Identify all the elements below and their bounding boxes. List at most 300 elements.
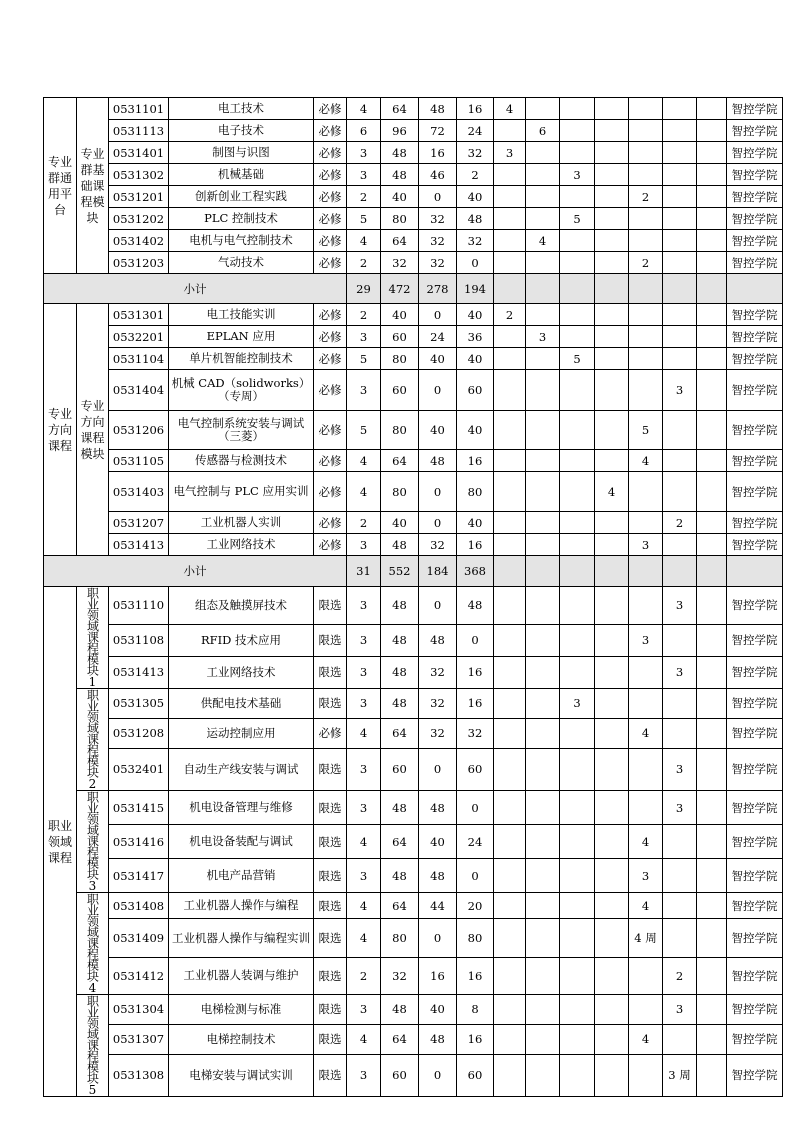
department-cell: 智控学院 bbox=[727, 1054, 783, 1096]
semester-5-cell bbox=[629, 689, 663, 719]
department-cell: 智控学院 bbox=[727, 370, 783, 411]
semester-1-cell bbox=[494, 859, 526, 893]
semester-2-cell bbox=[526, 348, 560, 370]
semester-2-cell bbox=[526, 142, 560, 164]
semester-7-cell bbox=[697, 472, 727, 512]
course-code-cell: 0531404 bbox=[109, 370, 169, 411]
course-code-cell: 0531412 bbox=[109, 957, 169, 994]
course-type-cell: 限选 bbox=[314, 587, 347, 625]
semester-1-cell bbox=[494, 472, 526, 512]
semester-2-cell bbox=[526, 472, 560, 512]
course-code-cell: 0531413 bbox=[109, 534, 169, 556]
semester-5-cell: 4 bbox=[629, 825, 663, 859]
semester-1-cell bbox=[494, 120, 526, 142]
total-hours-cell: 48 bbox=[381, 624, 419, 656]
semester-5-cell: 4 bbox=[629, 1024, 663, 1054]
theory-hours-cell: 40 bbox=[419, 411, 457, 450]
credit-cell: 5 bbox=[347, 348, 381, 370]
course-type-cell: 必修 bbox=[314, 186, 347, 208]
total-hours-cell: 64 bbox=[381, 450, 419, 472]
semester-4-cell bbox=[595, 450, 629, 472]
theory-hours-cell: 32 bbox=[419, 208, 457, 230]
total-hours-cell: 40 bbox=[381, 186, 419, 208]
practice-hours-cell: 16 bbox=[457, 98, 494, 120]
credit-cell: 5 bbox=[347, 411, 381, 450]
course-type-cell: 必修 bbox=[314, 718, 347, 748]
theory-hours-cell: 44 bbox=[419, 893, 457, 919]
module-label: 专业方向课程模块 bbox=[77, 304, 109, 556]
subtotal-row bbox=[44, 274, 783, 304]
course-type-cell: 必修 bbox=[314, 252, 347, 274]
subtotal-empty-cell bbox=[494, 274, 526, 304]
semester-6-cell: 2 bbox=[663, 957, 697, 994]
course-code-cell: 0531402 bbox=[109, 230, 169, 252]
semester-5-cell: 4 bbox=[629, 893, 663, 919]
course-code-cell: 0532201 bbox=[109, 326, 169, 348]
semester-2-cell: 3 bbox=[526, 326, 560, 348]
department-cell: 智控学院 bbox=[727, 995, 783, 1025]
semester-7-cell bbox=[697, 120, 727, 142]
semester-7-cell bbox=[697, 689, 727, 719]
semester-3-cell: 3 bbox=[560, 689, 595, 719]
subtotal-empty-cell bbox=[595, 556, 629, 587]
department-cell: 智控学院 bbox=[727, 587, 783, 625]
department-cell: 智控学院 bbox=[727, 718, 783, 748]
subtotal-empty-cell bbox=[629, 274, 663, 304]
practice-hours-cell: 24 bbox=[457, 120, 494, 142]
semester-3-cell bbox=[560, 919, 595, 957]
course-name-cell: 电梯安装与调试实训 bbox=[169, 1054, 314, 1096]
department-cell: 智控学院 bbox=[727, 791, 783, 825]
total-hours-cell: 80 bbox=[381, 208, 419, 230]
credit-cell: 5 bbox=[347, 208, 381, 230]
course-code-cell: 0531301 bbox=[109, 304, 169, 326]
subtotal-row bbox=[44, 556, 783, 587]
department-cell: 智控学院 bbox=[727, 512, 783, 534]
subtotal-credit: 29 bbox=[347, 274, 381, 304]
semester-1-cell bbox=[494, 791, 526, 825]
semester-1-cell bbox=[494, 656, 526, 688]
semester-5-cell bbox=[629, 748, 663, 790]
department-cell: 智控学院 bbox=[727, 748, 783, 790]
theory-hours-cell: 0 bbox=[419, 304, 457, 326]
course-code-cell: 0531108 bbox=[109, 624, 169, 656]
course-type-cell: 必修 bbox=[314, 411, 347, 450]
subtotal-empty-cell bbox=[526, 274, 560, 304]
subtotal-label: 小计 bbox=[44, 556, 347, 587]
semester-3-cell bbox=[560, 587, 595, 625]
course-name-cell: PLC 控制技术 bbox=[169, 208, 314, 230]
course-type-cell: 限选 bbox=[314, 656, 347, 688]
total-hours-cell: 96 bbox=[381, 120, 419, 142]
course-code-cell: 0531413 bbox=[109, 656, 169, 688]
semester-6-cell bbox=[663, 859, 697, 893]
semester-7-cell bbox=[697, 1024, 727, 1054]
credit-cell: 3 bbox=[347, 164, 381, 186]
subtotal-theory: 278 bbox=[419, 274, 457, 304]
course-name-cell: 电机与电气控制技术 bbox=[169, 230, 314, 252]
semester-6-cell bbox=[663, 120, 697, 142]
semester-2-cell bbox=[526, 411, 560, 450]
semester-6-cell bbox=[663, 142, 697, 164]
semester-6-cell: 3 bbox=[663, 370, 697, 411]
practice-hours-cell: 2 bbox=[457, 164, 494, 186]
total-hours-cell: 80 bbox=[381, 348, 419, 370]
credit-cell: 4 bbox=[347, 230, 381, 252]
department-cell: 智控学院 bbox=[727, 825, 783, 859]
semester-3-cell bbox=[560, 1054, 595, 1096]
semester-2-cell bbox=[526, 252, 560, 274]
course-type-cell: 限选 bbox=[314, 995, 347, 1025]
theory-hours-cell: 0 bbox=[419, 512, 457, 534]
practice-hours-cell: 0 bbox=[457, 252, 494, 274]
total-hours-cell: 40 bbox=[381, 304, 419, 326]
course-code-cell: 0531202 bbox=[109, 208, 169, 230]
semester-4-cell bbox=[595, 304, 629, 326]
department-cell: 智控学院 bbox=[727, 919, 783, 957]
department-cell: 智控学院 bbox=[727, 304, 783, 326]
semester-7-cell bbox=[697, 98, 727, 120]
semester-6-cell bbox=[663, 534, 697, 556]
course-code-cell: 0531208 bbox=[109, 718, 169, 748]
theory-hours-cell: 32 bbox=[419, 689, 457, 719]
semester-4-cell bbox=[595, 252, 629, 274]
semester-7-cell bbox=[697, 370, 727, 411]
semester-5-cell bbox=[629, 587, 663, 625]
semester-4-cell bbox=[595, 825, 629, 859]
semester-6-cell bbox=[663, 689, 697, 719]
department-cell: 智控学院 bbox=[727, 208, 783, 230]
practice-hours-cell: 20 bbox=[457, 893, 494, 919]
semester-1-cell bbox=[494, 624, 526, 656]
semester-1-cell bbox=[494, 893, 526, 919]
semester-6-cell bbox=[663, 348, 697, 370]
semester-2-cell bbox=[526, 534, 560, 556]
subtotal-label: 小计 bbox=[44, 274, 347, 304]
credit-cell: 3 bbox=[347, 791, 381, 825]
semester-3-cell bbox=[560, 512, 595, 534]
credit-cell: 2 bbox=[347, 186, 381, 208]
credit-cell: 2 bbox=[347, 304, 381, 326]
practice-hours-cell: 32 bbox=[457, 142, 494, 164]
group-label: 专业群通用平台 bbox=[44, 98, 77, 274]
subtotal-practice: 368 bbox=[457, 556, 494, 587]
course-type-cell: 限选 bbox=[314, 791, 347, 825]
credit-cell: 4 bbox=[347, 1024, 381, 1054]
semester-7-cell bbox=[697, 186, 727, 208]
semester-1-cell bbox=[494, 1024, 526, 1054]
practice-hours-cell: 0 bbox=[457, 859, 494, 893]
practice-hours-cell: 16 bbox=[457, 656, 494, 688]
table-row bbox=[44, 748, 783, 790]
semester-1-cell bbox=[494, 534, 526, 556]
credit-cell: 4 bbox=[347, 98, 381, 120]
semester-3-cell bbox=[560, 370, 595, 411]
semester-3-cell bbox=[560, 1024, 595, 1054]
theory-hours-cell: 16 bbox=[419, 957, 457, 994]
semester-2-cell: 4 bbox=[526, 230, 560, 252]
semester-5-cell: 4 bbox=[629, 718, 663, 748]
table-row bbox=[44, 534, 783, 556]
semester-6-cell bbox=[663, 164, 697, 186]
semester-6-cell: 3 bbox=[663, 656, 697, 688]
semester-2-cell bbox=[526, 370, 560, 411]
credit-cell: 2 bbox=[347, 512, 381, 534]
course-type-cell: 限选 bbox=[314, 748, 347, 790]
total-hours-cell: 48 bbox=[381, 995, 419, 1025]
semester-2-cell bbox=[526, 748, 560, 790]
semester-7-cell bbox=[697, 164, 727, 186]
total-hours-cell: 64 bbox=[381, 98, 419, 120]
course-name-cell: 工业机器人操作与编程实训 bbox=[169, 919, 314, 957]
course-type-cell: 限选 bbox=[314, 893, 347, 919]
credit-cell: 3 bbox=[347, 656, 381, 688]
department-cell: 智控学院 bbox=[727, 1024, 783, 1054]
semester-3-cell bbox=[560, 304, 595, 326]
course-code-cell: 0531110 bbox=[109, 587, 169, 625]
theory-hours-cell: 48 bbox=[419, 791, 457, 825]
semester-4-cell bbox=[595, 859, 629, 893]
table-row bbox=[44, 893, 783, 919]
course-name-cell: 运动控制应用 bbox=[169, 718, 314, 748]
semester-2-cell bbox=[526, 624, 560, 656]
total-hours-cell: 48 bbox=[381, 859, 419, 893]
subtotal-empty-cell bbox=[595, 274, 629, 304]
semester-7-cell bbox=[697, 230, 727, 252]
subtotal-empty-cell bbox=[494, 556, 526, 587]
semester-2-cell bbox=[526, 450, 560, 472]
course-code-cell: 0531201 bbox=[109, 186, 169, 208]
table-row bbox=[44, 919, 783, 957]
semester-4-cell bbox=[595, 411, 629, 450]
theory-hours-cell: 32 bbox=[419, 718, 457, 748]
semester-7-cell bbox=[697, 748, 727, 790]
course-name-cell: 组态及触摸屏技术 bbox=[169, 587, 314, 625]
semester-2-cell bbox=[526, 656, 560, 688]
theory-hours-cell: 40 bbox=[419, 348, 457, 370]
semester-2-cell bbox=[526, 98, 560, 120]
theory-hours-cell: 48 bbox=[419, 859, 457, 893]
semester-1-cell bbox=[494, 411, 526, 450]
semester-6-cell bbox=[663, 98, 697, 120]
semester-5-cell bbox=[629, 164, 663, 186]
theory-hours-cell: 40 bbox=[419, 995, 457, 1025]
course-code-cell: 0531409 bbox=[109, 919, 169, 957]
total-hours-cell: 40 bbox=[381, 512, 419, 534]
semester-5-cell: 4 bbox=[629, 450, 663, 472]
semester-6-cell bbox=[663, 230, 697, 252]
subtotal-empty-cell bbox=[560, 274, 595, 304]
semester-3-cell bbox=[560, 748, 595, 790]
semester-7-cell bbox=[697, 252, 727, 274]
course-name-cell: EPLAN 应用 bbox=[169, 326, 314, 348]
theory-hours-cell: 0 bbox=[419, 1054, 457, 1096]
total-hours-cell: 80 bbox=[381, 919, 419, 957]
course-type-cell: 必修 bbox=[314, 164, 347, 186]
semester-6-cell: 2 bbox=[663, 512, 697, 534]
course-type-cell: 限选 bbox=[314, 859, 347, 893]
course-code-cell: 0531113 bbox=[109, 120, 169, 142]
group-label: 职业领域课程 bbox=[44, 587, 77, 1097]
course-name-cell: 电梯检测与标准 bbox=[169, 995, 314, 1025]
total-hours-cell: 48 bbox=[381, 534, 419, 556]
course-name-cell: 自动生产线安装与调试 bbox=[169, 748, 314, 790]
subtotal-theory: 184 bbox=[419, 556, 457, 587]
course-name-cell: 电工技能实训 bbox=[169, 304, 314, 326]
semester-7-cell bbox=[697, 326, 727, 348]
semester-1-cell bbox=[494, 208, 526, 230]
semester-2-cell bbox=[526, 1054, 560, 1096]
semester-7-cell bbox=[697, 142, 727, 164]
course-type-cell: 必修 bbox=[314, 120, 347, 142]
course-type-cell: 必修 bbox=[314, 304, 347, 326]
table-row bbox=[44, 411, 783, 450]
practice-hours-cell: 16 bbox=[457, 1024, 494, 1054]
total-hours-cell: 64 bbox=[381, 1024, 419, 1054]
subtotal-empty-cell bbox=[560, 556, 595, 587]
practice-hours-cell: 80 bbox=[457, 919, 494, 957]
semester-3-cell bbox=[560, 450, 595, 472]
practice-hours-cell: 16 bbox=[457, 450, 494, 472]
credit-cell: 3 bbox=[347, 534, 381, 556]
course-name-cell: 电气控制系统安装与调试（三菱） bbox=[169, 411, 314, 450]
semester-3-cell bbox=[560, 624, 595, 656]
semester-7-cell bbox=[697, 919, 727, 957]
theory-hours-cell: 24 bbox=[419, 326, 457, 348]
course-type-cell: 必修 bbox=[314, 326, 347, 348]
table-row bbox=[44, 859, 783, 893]
semester-4-cell bbox=[595, 1054, 629, 1096]
credit-cell: 2 bbox=[347, 252, 381, 274]
theory-hours-cell: 32 bbox=[419, 230, 457, 252]
semester-3-cell bbox=[560, 656, 595, 688]
course-name-cell: 传感器与检测技术 bbox=[169, 450, 314, 472]
semester-4-cell bbox=[595, 718, 629, 748]
theory-hours-cell: 46 bbox=[419, 164, 457, 186]
course-code-cell: 0531403 bbox=[109, 472, 169, 512]
semester-3-cell bbox=[560, 252, 595, 274]
semester-3-cell: 5 bbox=[560, 208, 595, 230]
practice-hours-cell: 40 bbox=[457, 348, 494, 370]
credit-cell: 3 bbox=[347, 370, 381, 411]
credit-cell: 3 bbox=[347, 689, 381, 719]
theory-hours-cell: 32 bbox=[419, 534, 457, 556]
semester-6-cell bbox=[663, 919, 697, 957]
theory-hours-cell: 0 bbox=[419, 748, 457, 790]
semester-4-cell bbox=[595, 512, 629, 534]
semester-1-cell bbox=[494, 370, 526, 411]
semester-6-cell bbox=[663, 411, 697, 450]
theory-hours-cell: 16 bbox=[419, 142, 457, 164]
table-row bbox=[44, 512, 783, 534]
department-cell: 智控学院 bbox=[727, 164, 783, 186]
theory-hours-cell: 72 bbox=[419, 120, 457, 142]
course-name-cell: 供配电技术基础 bbox=[169, 689, 314, 719]
course-type-cell: 必修 bbox=[314, 208, 347, 230]
table-row bbox=[44, 208, 783, 230]
semester-5-cell bbox=[629, 370, 663, 411]
semester-6-cell bbox=[663, 893, 697, 919]
course-name-cell: 工业网络技术 bbox=[169, 656, 314, 688]
semester-5-cell bbox=[629, 98, 663, 120]
practice-hours-cell: 40 bbox=[457, 186, 494, 208]
semester-3-cell bbox=[560, 142, 595, 164]
semester-7-cell bbox=[697, 534, 727, 556]
credit-cell: 3 bbox=[347, 1054, 381, 1096]
semester-4-cell bbox=[595, 689, 629, 719]
course-type-cell: 限选 bbox=[314, 689, 347, 719]
table-body bbox=[44, 98, 783, 1097]
practice-hours-cell: 0 bbox=[457, 624, 494, 656]
semester-7-cell bbox=[697, 995, 727, 1025]
semester-4-cell bbox=[595, 348, 629, 370]
semester-5-cell: 3 bbox=[629, 534, 663, 556]
semester-2-cell bbox=[526, 859, 560, 893]
semester-6-cell bbox=[663, 208, 697, 230]
theory-hours-cell: 48 bbox=[419, 1024, 457, 1054]
semester-4-cell bbox=[595, 587, 629, 625]
department-cell: 智控学院 bbox=[727, 472, 783, 512]
total-hours-cell: 64 bbox=[381, 718, 419, 748]
course-name-cell: 机械 CAD（solidworks）（专周） bbox=[169, 370, 314, 411]
semester-6-cell bbox=[663, 450, 697, 472]
credit-cell: 3 bbox=[347, 587, 381, 625]
table-row bbox=[44, 1054, 783, 1096]
subtotal-empty-cell bbox=[697, 556, 727, 587]
table-row bbox=[44, 252, 783, 274]
module-label: 职业领域课程模块2 bbox=[77, 689, 109, 791]
table-row bbox=[44, 656, 783, 688]
semester-4-cell bbox=[595, 624, 629, 656]
course-plan-table bbox=[43, 97, 783, 1097]
table-row bbox=[44, 624, 783, 656]
department-cell: 智控学院 bbox=[727, 98, 783, 120]
group-label: 专业方向课程 bbox=[44, 304, 77, 556]
semester-5-cell bbox=[629, 348, 663, 370]
semester-3-cell bbox=[560, 230, 595, 252]
semester-5-cell bbox=[629, 791, 663, 825]
course-name-cell: 创新创业工程实践 bbox=[169, 186, 314, 208]
semester-2-cell bbox=[526, 825, 560, 859]
semester-4-cell bbox=[595, 142, 629, 164]
semester-3-cell: 3 bbox=[560, 164, 595, 186]
total-hours-cell: 64 bbox=[381, 893, 419, 919]
table-row bbox=[44, 348, 783, 370]
semester-4-cell bbox=[595, 208, 629, 230]
semester-7-cell bbox=[697, 304, 727, 326]
course-code-cell: 0531308 bbox=[109, 1054, 169, 1096]
semester-5-cell: 4 周 bbox=[629, 919, 663, 957]
semester-1-cell bbox=[494, 512, 526, 534]
semester-7-cell bbox=[697, 624, 727, 656]
department-cell: 智控学院 bbox=[727, 411, 783, 450]
course-type-cell: 限选 bbox=[314, 825, 347, 859]
course-name-cell: 制图与识图 bbox=[169, 142, 314, 164]
module-label: 职业领域课程模块1 bbox=[77, 587, 109, 689]
course-code-cell: 0531417 bbox=[109, 859, 169, 893]
table-row bbox=[44, 587, 783, 625]
semester-6-cell bbox=[663, 624, 697, 656]
total-hours-cell: 80 bbox=[381, 411, 419, 450]
semester-4-cell bbox=[595, 120, 629, 142]
semester-4-cell bbox=[595, 186, 629, 208]
credit-cell: 3 bbox=[347, 859, 381, 893]
semester-1-cell bbox=[494, 587, 526, 625]
semester-5-cell bbox=[629, 512, 663, 534]
semester-5-cell: 2 bbox=[629, 186, 663, 208]
module-label: 职业领域课程模块5 bbox=[77, 995, 109, 1097]
course-type-cell: 限选 bbox=[314, 957, 347, 994]
